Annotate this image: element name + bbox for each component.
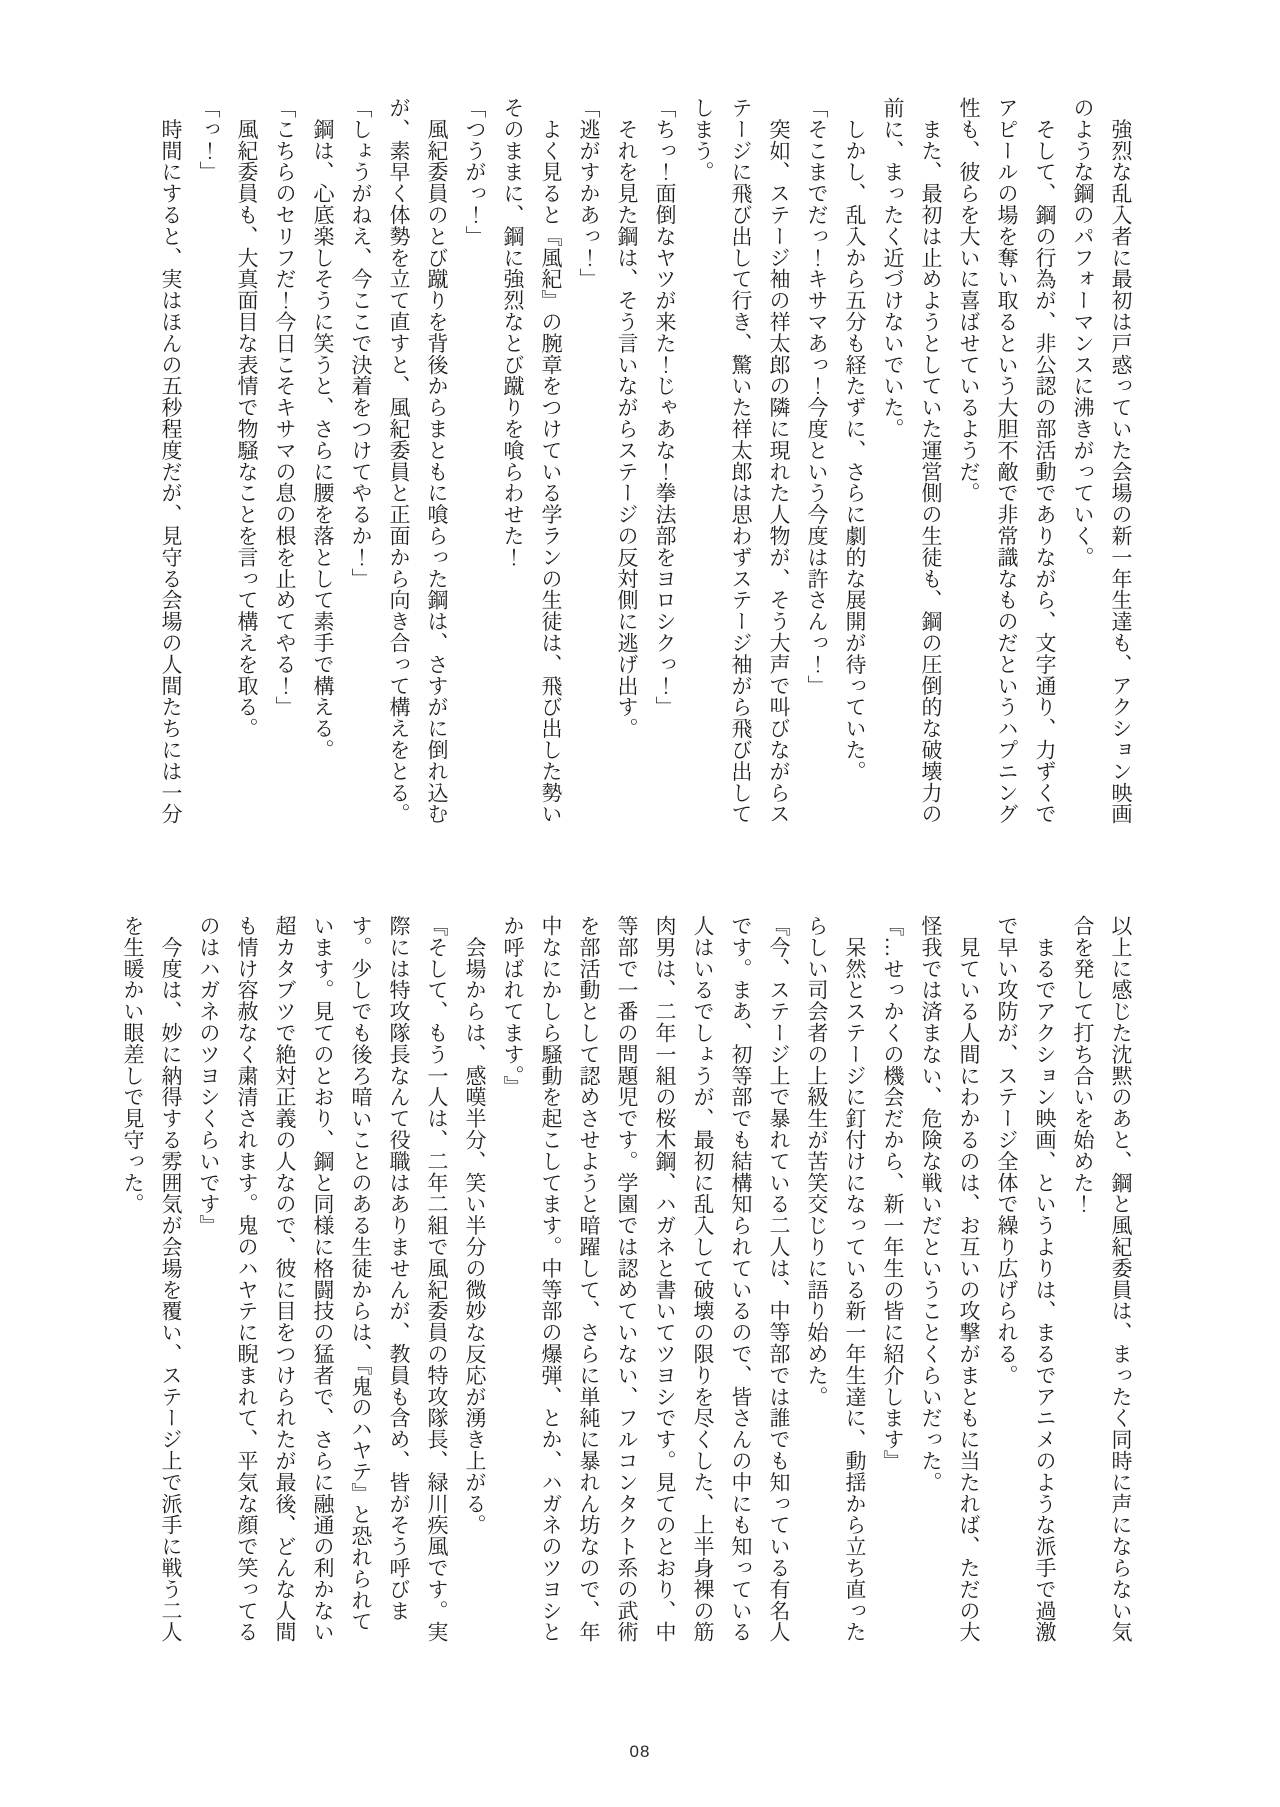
text-line: が、素早く体勢を立て直すと、風紀委員と正面から向き合って構えをとる。 [387, 97, 411, 825]
page-number: 08 [629, 1742, 651, 1761]
text-line: 鋼は、心底楽しそうに笑うと、さらに腰を落として素手で構える。 [311, 97, 335, 761]
text-line: 『そして、もう一人は、二年二組で風紀委員の特攻隊長、緑川疾風です。実 [425, 915, 449, 1643]
text-line: 「逃がすかあっ！」 [577, 97, 601, 290]
text-line: しまう。 [691, 97, 715, 183]
text-line: 「しょうがねえ、今ここで決着をつけてやるか！」 [349, 97, 373, 590]
text-line: 「そこまでだっ！キサマあっ！今度という今度は許さんっ！」 [805, 97, 829, 697]
text-line: 見ている人間にわかるのは、お互いの攻撃がまともに当たれば、ただの大 [957, 915, 981, 1643]
text-line: また、最初は止めようとしていた運営側の生徒も、鋼の圧倒的な破壊力の [919, 97, 943, 825]
text-line: を生暖かい眼差しで見守った。 [121, 915, 145, 1215]
text-line: よく見ると『風紀』の腕章をつけている学ランの生徒は、飛び出した勢い [539, 97, 563, 825]
text-line: 人はいるでしょうが、最初に乱入して破壊の限りを尽くした、上半身裸の筋 [691, 915, 715, 1643]
text-line: 等部で一番の問題児です。学園では認めていない、フルコンタクト系の武術 [615, 915, 639, 1643]
text-line: も情け容赦なく粛清されます。鬼のハヤテに睨まれて、平気な顔で笑ってる [235, 915, 259, 1643]
text-line: か呼ばれてます。』 [501, 915, 525, 1098]
text-line: それを見た鋼は、そう言いながらステージの反対側に逃げ出す。 [615, 97, 639, 739]
text-line: 「こちらのセリフだ！今日こそキサマの息の根を止めてやる！」 [273, 97, 297, 718]
text-line: アピールの場を奪い取るという大胆不敵で非常識なものだというハプニング [995, 97, 1019, 825]
text-line: 際には特攻隊長なんて役職はありませんが、教員も含め、皆がそう呼びま [387, 915, 411, 1622]
text-line: 時間にすると、実はほんの五秒程度だが、見守る会場の人間たちには一分 [159, 97, 183, 825]
text-line: 呆然とステージに釘付けになっている新一年生達に、動揺から立ち直った [843, 915, 867, 1643]
text-line: 風紀委員のとび蹴りを背後からまともに喰らった鋼は、さすがに倒れ込む [425, 97, 449, 825]
text-line: で早い攻防が、ステージ全体で繰り広げられる。 [995, 915, 1019, 1386]
text-line: 風紀委員も、大真面目な表情で物騒なことを言って構えを取る。 [235, 97, 259, 739]
text-line: 突如、ステージ袖の祥太郎の隣に現れた人物が、そう大声で叫びながらス [767, 97, 791, 825]
top-text-block [152, 97, 1140, 842]
text-line: らしい司会者の上級生が苦笑交じりに語り始めた。 [805, 915, 829, 1408]
text-line: 強烈な乱入者に最初は戸惑っていた会場の新一年生達も、アクション映画 [1109, 97, 1133, 825]
text-line: まるでアクション映画、というよりは、まるでアニメのような派手で過激 [1033, 915, 1057, 1643]
text-line: を部活動として認めさせようと暗躍して、さらに単純に暴れん坊なので、年 [577, 915, 601, 1643]
text-line: のような鋼のパフォーマンスに沸きがっていく。 [1071, 97, 1095, 568]
text-line: 性も、彼らを大いに喜ばせているようだ。 [957, 97, 981, 504]
text-line: 「っ！」 [197, 97, 221, 183]
text-line: す。少しでも後ろ暗いことのある生徒からは、『鬼のハヤテ』と恐れられて [349, 915, 373, 1633]
text-line: 「つうがっ！」 [463, 97, 487, 247]
text-line: テージに飛び出して行き、驚いた祥太郎は思わずステージ袖がら飛び出して [729, 97, 753, 825]
text-line: います。見てのとおり、鋼と同様に格闘技の猛者で、さらに融通の利かない [311, 915, 335, 1643]
text-line: 今度は、妙に納得する雰囲気が会場を覆い、ステージ上で派手に戦う二人 [159, 915, 183, 1643]
text-line: 怪我では済まない、危険な戦いだということくらいだった。 [919, 915, 943, 1493]
text-line: 中なにかしら騒動を起こしてます。中等部の爆弾、とか、ハガネのツヨシと [539, 915, 563, 1643]
text-line: 『今、ステージ上で暴れている二人は、中等部では誰でも知っている有名人 [767, 915, 791, 1643]
text-line: 『…せっかくの機会だから、新一年生の皆に紹介します』 [881, 915, 905, 1472]
bottom-text-block [114, 915, 1140, 1660]
text-line: 合を発して打ち合いを始めた！ [1071, 915, 1095, 1215]
text-line: そして、鋼の行為が、非公認の部活動でありながら、文字通り、力ずくで [1033, 97, 1057, 825]
text-line: 超カタブツで絶対正義の人なので、彼に目をつけられたが最後、どんな人間 [273, 915, 297, 1643]
text-line: 肉男は、二年一組の桜木鋼、ハガネと書いてツヨシです。見てのとおり、中 [653, 915, 677, 1643]
text-line: 会場からは、感嘆半分、笑い半分の微妙な反応が湧き上がる。 [463, 915, 487, 1536]
text-line: そのままに、鋼に強烈なとび蹴りを喰らわせた！ [501, 97, 525, 568]
text-line: のはハガネのツヨシくらいです』 [197, 915, 221, 1236]
text-line: しかし、乱入から五分も経たずに、さらに劇的な展開が待っていた。 [843, 97, 867, 782]
text-line: 以上に感じた沈黙のあと、鋼と風紀委員は、まったく同時に声にならない気 [1109, 915, 1133, 1643]
text-line: 前に、まったく近づけないでいた。 [881, 97, 905, 440]
text-line: 「ちっ！面倒なヤツが来た！じゃあな！拳法部をヨロシクっ！」 [653, 97, 677, 718]
text-line: です。まあ、初等部でも結構知られているので、皆さんの中にも知っている [729, 915, 753, 1643]
